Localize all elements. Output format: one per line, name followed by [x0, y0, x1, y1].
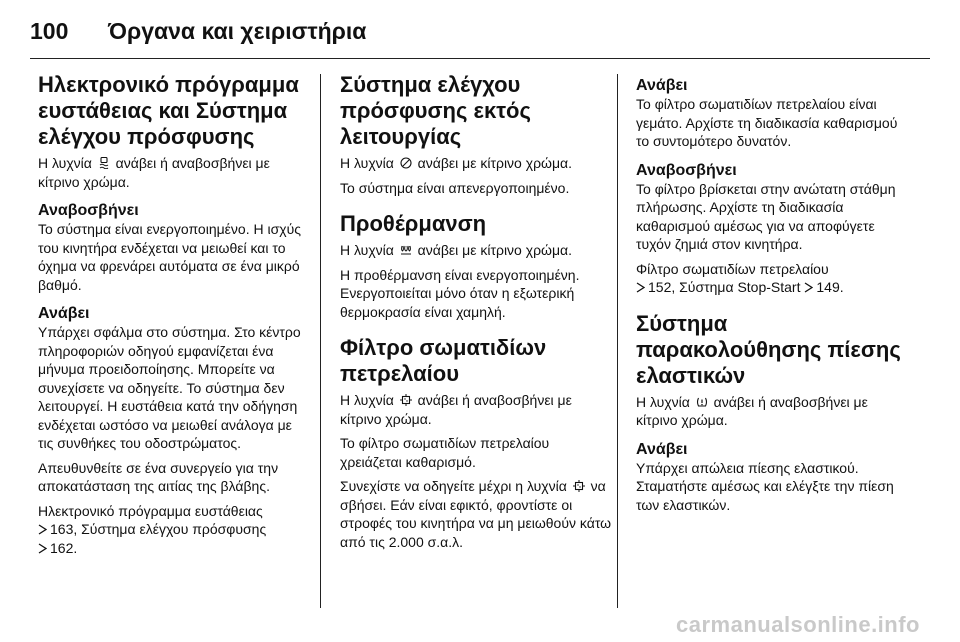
dpf-cleaning-text: Το φίλτρο σωματιδίων πετρελαίου χρειάζεται καθαρισμό. — [340, 435, 550, 470]
page-ref-icon — [636, 279, 645, 290]
column-3 — [636, 72, 908, 520]
preheating-text: Η προθέρμανση είναι ενεργοποιημένη. Ενεργοποιείται μόνο όταν η εξωτερική θερμοκρασία είναι χαμηλή. — [340, 266, 580, 320]
diesel-particle-filter-icon — [400, 392, 412, 404]
esp-tc-heading: Ηλεκτρονικό πρόγραμμα ευστάθειας και Σύστημα ελέγχου πρόσφυσης — [38, 72, 299, 149]
dpf-max-text: Το φίλτρο βρίσκεται στην ανώτατη στάθμη πλήρωσης. Αρχίστε τη διαδικασία καθαρισμού αμέσως για να αποφύγετε τυχόν ζημιά στον κινητήρα. — [636, 180, 896, 252]
dpf-full-text: Το φίλτρο σωματιδίων πετρελαίου είναι γεμάτο. Αρχίστε τη διαδικασία καθαρισμού το συντομότερο δυνατόν. — [636, 96, 898, 149]
esp-skid-icon — [98, 155, 110, 167]
subheading-illuminates: Ανάβει — [636, 77, 688, 94]
column-divider — [617, 74, 618, 608]
column-2 — [340, 72, 612, 557]
tc-off-status-text: Το σύστημα είναι απενεργοποιημένο. — [340, 179, 570, 196]
cross-reference: Ηλεκτρονικό πρόγραμμα ευστάθειας 163, Σύστημα ελέγχου πρόσφυσης 162. — [38, 502, 267, 556]
page-ref-icon — [38, 540, 47, 551]
header-rule — [30, 58, 930, 59]
subheading-illuminates: Ανάβει — [636, 440, 688, 458]
subheading-flashes: Αναβοσβήνει — [636, 161, 737, 179]
subheading-flashes: Αναβοσβήνει — [38, 202, 139, 219]
page-number: 100 — [30, 18, 69, 44]
subheading-illuminates: Ανάβει — [38, 305, 90, 322]
page-header — [30, 18, 366, 54]
illuminates-text: Υπάρχει σφάλμα στο σύστημα. Στο κέντρο πληροφοριών οδηγού εμφανίζεται ένα μήνυμα προειδοποίησης. Μπορείτε να συνεχίσετε να οδηγείτε. Το σύστημα δεν λειτουργεί. Η ευστάθεια κατά την οδήγηση ενδέχεται ωστόσο να μειωθεί ανάλογα με τις συνθήκες του οδοστρώματος. — [38, 324, 301, 451]
tpms-heading: Σύστημα παρακολούθησης πίεσης ελαστικών — [636, 310, 901, 388]
tc-off-lamp-text: Η λυχνία ανάβει με κίτρινο χρώμα. — [340, 155, 573, 171]
esp-lamp-text: Η λυχνία ανάβει ή αναβοσβήνει με κίτρινο χρώμα. — [38, 155, 270, 190]
diesel-particle-filter-icon — [573, 478, 585, 490]
tire-pressure-icon — [696, 394, 708, 406]
page-ref-icon — [804, 279, 813, 290]
workshop-text: Απευθυνθείτε σε ένα συνεργείο για την αποκατάσταση της αιτίας της βλάβης. — [38, 459, 279, 494]
column-1 — [38, 72, 310, 563]
dpf-continue-text: Συνεχίστε να οδηγείτε μέχρι η λυχνία να σβήσει. Εάν είναι εφικτό, φροντίστε οι στροφές του κινητήρα να μη μειωθούν κάτω από τις 2.000 σ.α.λ. — [340, 478, 612, 550]
flashes-text: Το σύστημα είναι ενεργοποιημένο. Η ισχύς του κινητήρα ενδέχεται να μειωθεί και το όχημα να φρενάρει αυτόματα σε ένα μικρό βαθμό. — [38, 221, 301, 293]
dpf-lamp-text: Η λυχνία ανάβει ή αναβοσβήνει με κίτρινο χρώμα. — [340, 392, 572, 427]
dpf-heading: Φίλτρο σωματιδίων πετρελαίου — [340, 335, 547, 386]
preheating-heading: Προθέρμανση — [340, 211, 487, 236]
watermark: carmanualsonline.info — [676, 612, 920, 637]
column-divider — [320, 74, 321, 608]
tpms-text: Υπάρχει απώλεια πίεσης ελαστικού. Σταματήστε αμέσως και ελέγξτε την πίεση των ελαστικών. — [636, 459, 894, 513]
preheating-lamp-text: Η λυχνία ανάβει με κίτρινο χρώμα. — [340, 242, 573, 258]
tc-off-icon — [400, 155, 412, 167]
tc-off-heading: Σύστημα ελέγχου πρόσφυσης εκτός λειτουργίας — [340, 72, 531, 149]
tpms-lamp-text: Η λυχνία ανάβει ή αναβοσβήνει με κίτρινο χρώμα. — [636, 393, 868, 428]
page-title: Όργανα και χειριστήρια — [108, 18, 367, 44]
cross-reference: Φίλτρο σωματιδίων πετρελαίου 152, Σύστημα Stop-Start 149. — [636, 260, 844, 295]
glow-plug-icon — [400, 242, 412, 254]
page-ref-icon — [38, 521, 47, 532]
